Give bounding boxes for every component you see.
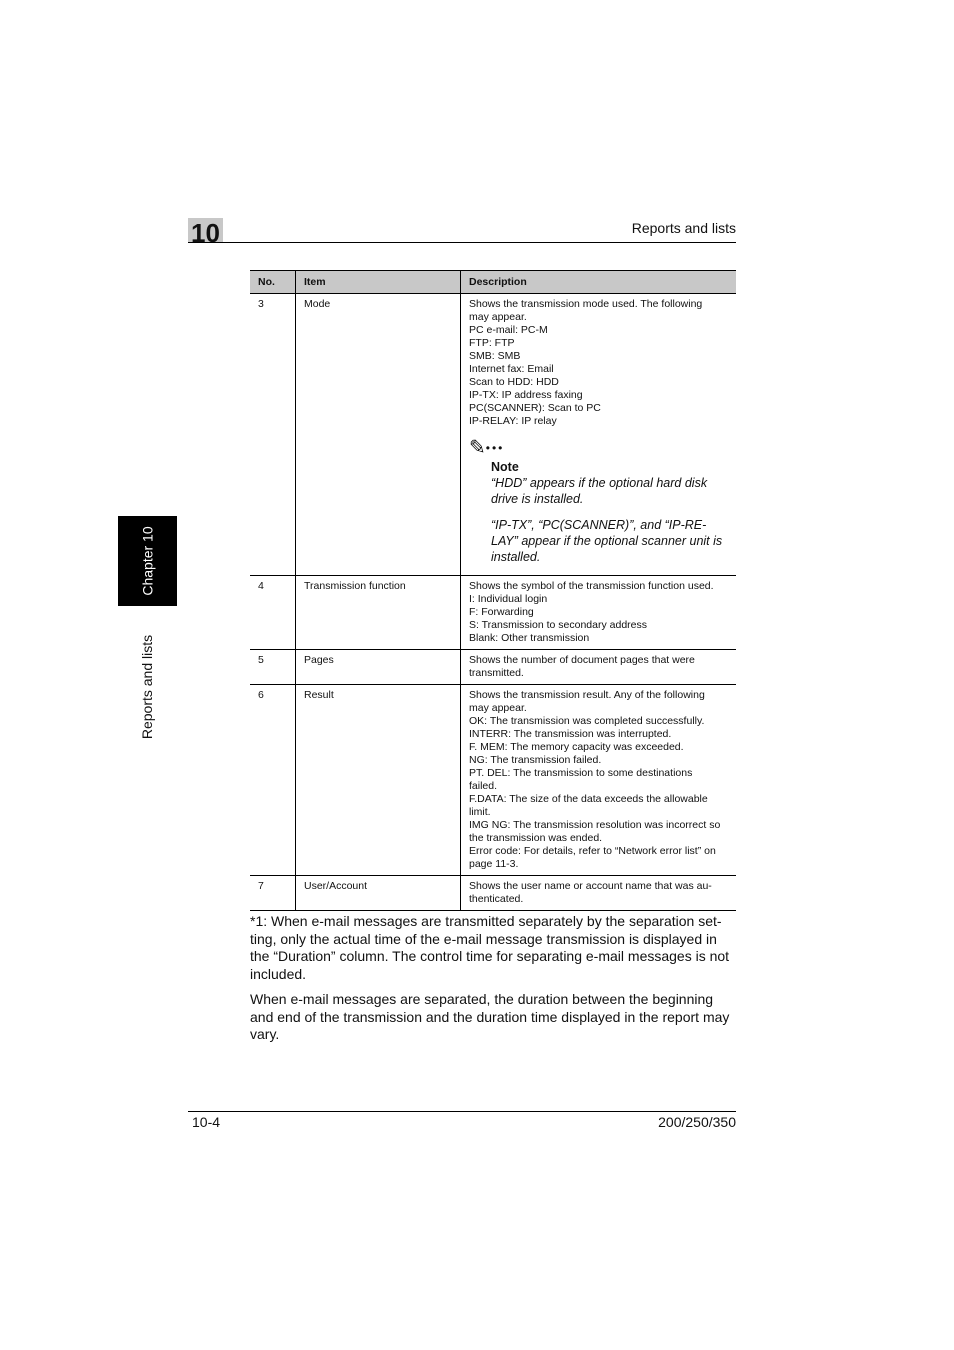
page-number: 10-4 [192, 1114, 221, 1130]
description-line: S: Transmission to secondary address [469, 619, 647, 631]
pencil-note-icon: ✎••• [469, 437, 505, 459]
row-description [461, 294, 737, 576]
description-line: PC e-mail: PC-M [469, 324, 548, 336]
header-rule [188, 242, 736, 243]
description-line: SMB: SMB [469, 350, 521, 362]
description-line: Error code: For details, refer to “Network error list” on [469, 845, 716, 857]
row-item: Mode [296, 294, 461, 576]
chapter-number: 10 [188, 218, 223, 242]
column-header-item: Item [296, 271, 461, 294]
note-block [469, 438, 728, 565]
row-number: 5 [250, 650, 296, 685]
description-line: IP-TX: IP address faxing [469, 389, 583, 401]
footer-rule [188, 1111, 736, 1112]
row-item: Pages [296, 650, 461, 685]
table-row [250, 650, 736, 685]
description-line: OK: The transmission was completed successfully. [469, 715, 705, 727]
row-description [461, 876, 737, 911]
note-text: “HDD” appears if the optional hard disk drive is installed. [491, 476, 708, 506]
table-row [250, 576, 736, 650]
description-line: IMG NG: The transmission resolution was incorrect so [469, 819, 721, 831]
description-table [250, 270, 736, 911]
side-chapter-tab [118, 516, 177, 606]
row-item: Transmission function [296, 576, 461, 650]
description-line: page 11-3. [469, 858, 519, 870]
row-description [461, 685, 737, 876]
description-line: failed. [469, 780, 498, 792]
description-line: Blank: Other transmission [469, 632, 590, 644]
description-line: PC(SCANNER): Scan to PC [469, 402, 601, 414]
description-line: F: Forwarding [469, 606, 534, 618]
description-line: transmitted. [469, 667, 524, 679]
table-header-row [250, 271, 736, 294]
row-number: 3 [250, 294, 296, 576]
description-line: NG: The transmission failed. [469, 754, 602, 766]
table-row [250, 294, 736, 576]
description-line: F.DATA: The size of the data exceeds the allowable [469, 793, 708, 805]
row-number: 6 [250, 685, 296, 876]
description-line: I: Individual login [469, 593, 548, 605]
note-text: “IP-TX”, “PC(SCANNER)”, and “IP-RE-LAY” appear if the optional scanner unit is installed. [491, 518, 723, 564]
row-description [461, 576, 737, 650]
description-line: may appear. [469, 702, 527, 714]
row-item: User/Account [296, 876, 461, 911]
description-line: Scan to HDD: HDD [469, 376, 559, 388]
description-line: Shows the transmission result. Any of the following [469, 689, 705, 701]
note-title: Note [491, 460, 519, 474]
row-item: Result [296, 685, 461, 876]
table-row [250, 876, 736, 911]
description-line: IP-RELAY: IP relay [469, 415, 557, 427]
description-line: PT. DEL: The transmission to some destinations [469, 767, 693, 779]
column-header-description: Description [461, 271, 737, 294]
side-section-label: Reports and lists [139, 634, 156, 740]
description-line: Shows the user name or account name that was au- [469, 880, 712, 892]
running-header-title: Reports and lists [631, 220, 736, 236]
body-paragraph: When e-mail messages are separated, the duration between the beginning and end of the transmission and the duration time displayed in the report may vary. [250, 991, 730, 1042]
description-line: F. MEM: The memory capacity was exceeded. [469, 741, 684, 753]
side-chapter-label: Chapter 10 [139, 526, 156, 596]
description-line: may appear. [469, 311, 527, 323]
description-line: Shows the symbol of the transmission function used. [469, 580, 714, 592]
model-number: 200/250/350 [658, 1114, 736, 1130]
description-line: limit. [469, 806, 491, 818]
footnote-paragraph: *1: When e-mail messages are transmitted separately by the separation set-ting, only the actual time of the e-mail message transmission is displayed in the “Duration” column. The control time for separating e-mail messages is not included. [250, 913, 730, 982]
row-description [461, 650, 737, 685]
description-line: Internet fax: Email [469, 363, 554, 375]
description-line: the transmission was ended. [469, 832, 603, 844]
description-line: INTERR: The transmission was interrupted. [469, 728, 672, 740]
description-line: thenticated. [469, 893, 524, 905]
description-line: Shows the number of document pages that were [469, 654, 695, 666]
side-section-tab [118, 612, 177, 762]
table-row [250, 685, 736, 876]
column-header-no: No. [250, 271, 296, 294]
row-number: 4 [250, 576, 296, 650]
description-line: FTP: FTP [469, 337, 515, 349]
row-number: 7 [250, 876, 296, 911]
description-line: Shows the transmission mode used. The following [469, 298, 703, 310]
